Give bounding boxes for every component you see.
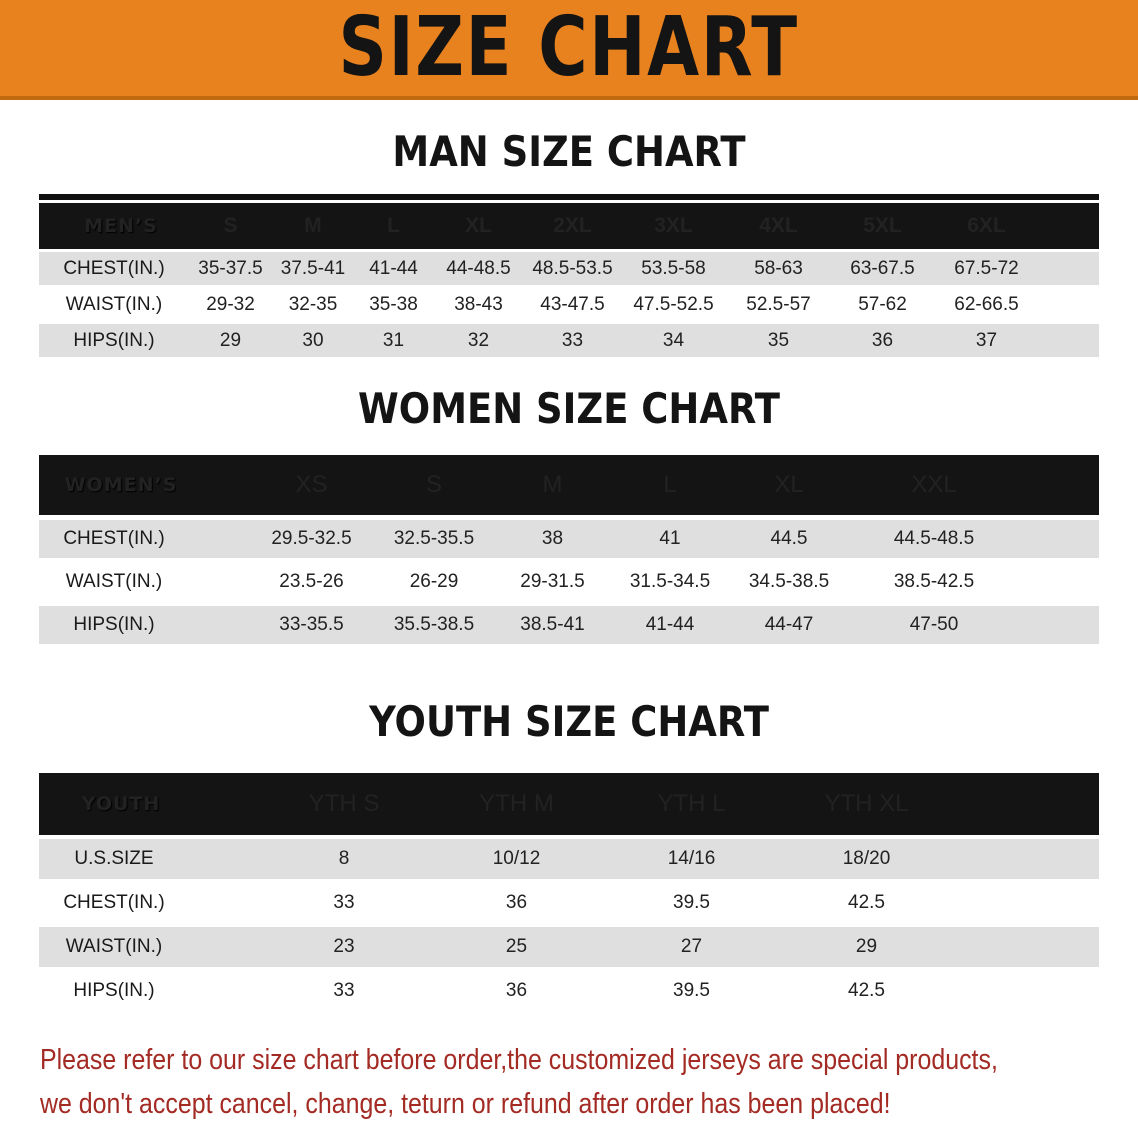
size-cell: 35-38 <box>369 293 418 315</box>
size-cell: 38.5-42.5 <box>893 571 975 592</box>
size-cell: 47-50 <box>909 614 959 635</box>
size-cell: 36 <box>505 892 528 913</box>
row-label: HIPS(IN.) <box>73 980 155 1001</box>
size-cell: 44.5 <box>770 528 808 549</box>
size-cell: 58-63 <box>754 257 803 279</box>
size-cell: 29-31.5 <box>520 571 585 592</box>
size-cell: 41-44 <box>369 257 418 279</box>
size-cell: 29 <box>219 329 242 351</box>
size-cell: 63-67.5 <box>850 257 915 279</box>
youth-chest-row <box>39 883 1099 923</box>
size-cell: 62-66.5 <box>954 293 1019 315</box>
row-label: CHEST(IN.) <box>63 892 165 913</box>
size-col-header: XXL <box>911 471 957 498</box>
youth-size-table <box>39 773 1099 1011</box>
size-cell: 43-47.5 <box>540 293 605 315</box>
size-col-header: YTH XL <box>824 790 909 817</box>
size-col-header: XS <box>295 471 328 498</box>
size-cell: 29 <box>855 936 878 957</box>
size-cell: 39.5 <box>673 892 710 913</box>
youth-chart-heading: YOUTH SIZE CHART <box>369 697 769 746</box>
women-chart-heading: WOMEN SIZE CHART <box>358 384 780 433</box>
women-table-header-label: WOMEN’S <box>64 474 178 496</box>
size-cell: 14/16 <box>667 848 716 869</box>
size-col-header: YTH S <box>308 790 380 817</box>
men-size-table <box>39 194 1099 357</box>
size-cell: 35.5-38.5 <box>393 614 475 635</box>
size-col-header: 3XL <box>654 214 693 237</box>
size-cell: 52.5-57 <box>746 293 811 315</box>
size-cell: 23.5-26 <box>279 571 344 592</box>
size-col-header: M <box>304 214 322 237</box>
size-cell: 38-43 <box>454 293 503 315</box>
men-chart-heading: MAN SIZE CHART <box>392 127 746 176</box>
men-table-header-label: MEN’S <box>84 215 158 237</box>
men-waist-row <box>39 288 1099 321</box>
size-col-header: 5XL <box>863 214 902 237</box>
size-cell: 35 <box>767 329 790 351</box>
size-cell: 8 <box>338 848 350 869</box>
row-label: WAIST(IN.) <box>65 936 163 957</box>
size-cell: 25 <box>505 936 528 957</box>
row-label: WAIST(IN.) <box>65 571 163 592</box>
size-cell: 38 <box>541 528 564 549</box>
size-cell: 44-47 <box>764 614 814 635</box>
youth-ussize-row <box>39 839 1099 879</box>
size-cell: 37.5-41 <box>280 257 346 279</box>
size-cell: 36 <box>505 980 528 1001</box>
size-cell: 32-35 <box>288 293 338 315</box>
size-col-header: 6XL <box>967 214 1006 237</box>
size-cell: 41-44 <box>645 614 695 635</box>
size-cell: 48.5-53.5 <box>532 257 613 279</box>
size-cell: 47.5-52.5 <box>633 293 714 315</box>
size-cell: 57-62 <box>858 293 907 315</box>
men-table-header-row <box>39 203 1099 249</box>
size-cell: 10/12 <box>492 848 541 869</box>
women-table-header-row <box>39 455 1099 515</box>
size-cell: 33 <box>561 329 584 351</box>
size-cell: 34.5-38.5 <box>748 571 830 592</box>
size-cell: 32 <box>467 329 490 351</box>
size-col-header: S <box>223 214 238 237</box>
youth-table-header-row <box>39 773 1099 835</box>
size-col-header: XL <box>774 471 804 498</box>
size-col-header: 4XL <box>759 214 798 237</box>
size-cell: 67.5-72 <box>954 257 1019 279</box>
size-cell: 18/20 <box>842 848 891 869</box>
size-cell: 38.5-41 <box>520 614 585 635</box>
size-col-header: YTH L <box>657 790 726 817</box>
disclaimer-line-1: Please refer to our size chart before order,the customized jerseys are special products, <box>40 1044 998 1076</box>
size-col-header: YTH M <box>479 790 554 817</box>
row-label: CHEST(IN.) <box>63 257 165 279</box>
size-cell: 53.5-58 <box>641 257 706 279</box>
size-cell: 33 <box>333 892 355 913</box>
size-cell: 30 <box>302 329 324 351</box>
size-cell: 32.5-35.5 <box>393 528 475 549</box>
size-cell: 37 <box>975 329 998 351</box>
size-col-header: 2XL <box>553 214 592 237</box>
size-col-header: L <box>387 214 400 237</box>
size-cell: 27 <box>680 936 703 957</box>
youth-hips-row <box>39 971 1099 1011</box>
women-waist-row <box>39 563 1099 601</box>
size-col-header: L <box>663 471 677 498</box>
youth-waist-row <box>39 927 1099 967</box>
size-cell: 23 <box>333 936 355 957</box>
youth-table-header-label: YOUTH <box>81 793 161 815</box>
size-col-header: S <box>425 471 442 498</box>
size-cell: 44-48.5 <box>446 257 511 279</box>
size-cell: 33-35.5 <box>279 614 344 635</box>
women-size-table <box>39 455 1099 644</box>
size-cell: 39.5 <box>673 980 710 1001</box>
banner <box>0 0 1138 100</box>
women-hips-row <box>39 606 1099 644</box>
size-col-header: XL <box>465 214 492 237</box>
size-cell: 33 <box>333 980 355 1001</box>
size-cell: 42.5 <box>848 892 885 913</box>
size-cell: 31.5-34.5 <box>629 571 711 592</box>
row-label: CHEST(IN.) <box>63 528 165 549</box>
row-label: HIPS(IN.) <box>73 614 155 635</box>
size-cell: 34 <box>662 329 685 351</box>
page-title: SIZE CHART <box>338 0 800 95</box>
size-cell: 42.5 <box>848 980 885 1001</box>
size-cell: 36 <box>871 329 894 351</box>
size-cell: 44.5-48.5 <box>893 528 975 549</box>
size-col-header: M <box>542 471 563 498</box>
size-cell: 41 <box>659 528 681 549</box>
men-hips-row <box>39 324 1099 357</box>
disclaimer-line-2: we don't accept cancel, change, teturn or refund after order has been placed! <box>40 1088 891 1120</box>
size-cell: 35-37.5 <box>198 257 263 279</box>
size-cell: 29.5-32.5 <box>271 528 352 549</box>
women-chest-row <box>39 520 1099 558</box>
row-label: WAIST(IN.) <box>65 293 163 315</box>
size-cell: 26-29 <box>409 571 459 592</box>
size-cell: 29-32 <box>206 293 255 315</box>
size-cell: 31 <box>382 329 405 351</box>
row-label: HIPS(IN.) <box>73 329 155 351</box>
row-label: U.S.SIZE <box>74 848 154 869</box>
disclaimer-note <box>40 1038 1138 1126</box>
men-chest-row <box>39 252 1099 285</box>
